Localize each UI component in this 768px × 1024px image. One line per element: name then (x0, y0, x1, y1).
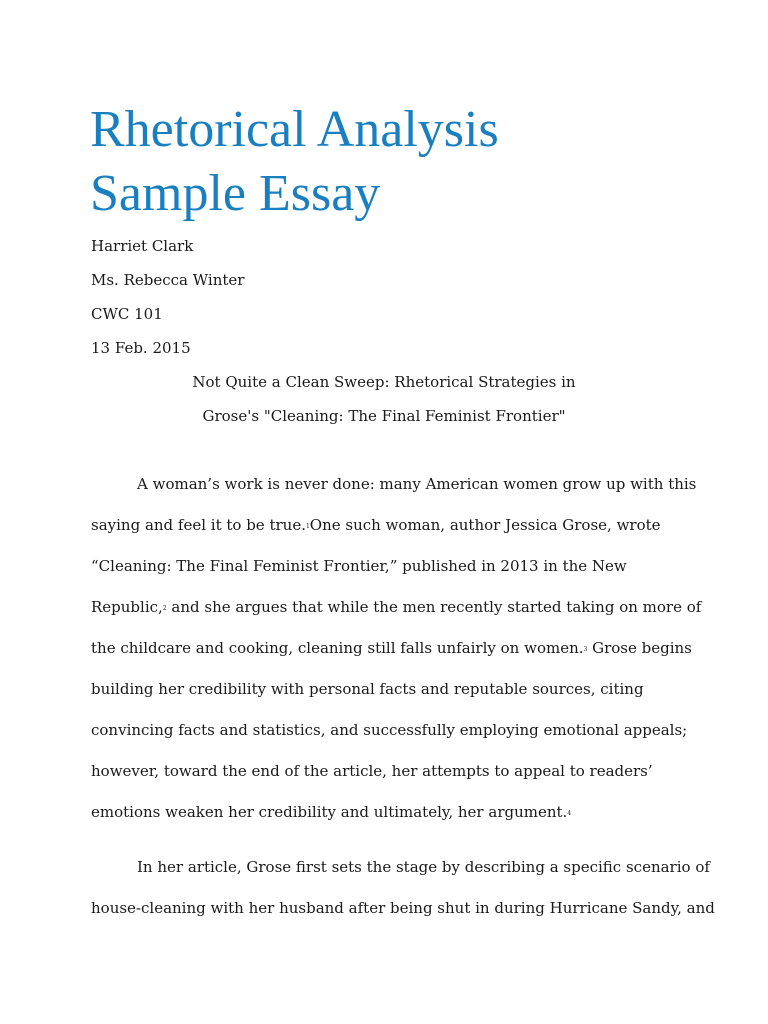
footnote-marker: 1 (305, 523, 310, 530)
author-name: Harriet Clark (91, 237, 194, 255)
paragraph-1-line: A woman’s work is never done: many American women grow up with this (137, 475, 697, 493)
footnote-marker: 2 (162, 605, 167, 612)
paragraph-1-line: convincing facts and statistics, and successfully employing emotional appeals; (91, 721, 688, 739)
text-run: the childcare and cooking, cleaning still falls unfairly on women. (91, 639, 584, 657)
footnote-marker: 4 (567, 810, 572, 817)
text-run: and she argues that while the men recently started taking on more of (166, 598, 702, 616)
paragraph-1-line (91, 515, 661, 535)
paragraph-1-line: however, toward the end of the article, her attempts to appeal to readers’ (91, 762, 653, 780)
paragraph-1-line (91, 597, 701, 617)
essay-title-line-2: Grose's "Cleaning: The Final Feminist Frontier" (202, 407, 566, 425)
paragraph-2-line: house-cleaning with her husband after being shut in during Hurricane Sandy, and (91, 899, 715, 917)
title-line-1: Rhetorical Analysis (90, 101, 499, 158)
paragraph-1-line (91, 638, 692, 658)
footnote-marker: 3 (583, 646, 588, 653)
text-run: Grose begins (587, 639, 692, 657)
text-run: Republic, (91, 598, 163, 616)
course-name: CWC 101 (91, 305, 163, 323)
title-line-2: Sample Essay (90, 165, 381, 222)
essay-title-line-1: Not Quite a Clean Sweep: Rhetorical Strategies in (192, 373, 576, 391)
document-title (90, 98, 499, 226)
text-run: One such woman, author Jessica Grose, wrote (309, 516, 661, 534)
instructor-name: Ms. Rebecca Winter (91, 271, 245, 289)
paragraph-1-line: “Cleaning: The Final Feminist Frontier,” published in 2013 in the New (91, 557, 627, 575)
text-run: emotions weaken her credibility and ultimately, her argument. (91, 803, 568, 821)
paragraph-1-line (91, 802, 571, 822)
text-run: saying and feel it to be true. (91, 516, 306, 534)
paragraph-2-line: In her article, Grose first sets the stage by describing a specific scenario of (137, 858, 710, 876)
document-date: 13 Feb. 2015 (91, 339, 191, 357)
paragraph-1-line: building her credibility with personal facts and reputable sources, citing (91, 680, 644, 698)
